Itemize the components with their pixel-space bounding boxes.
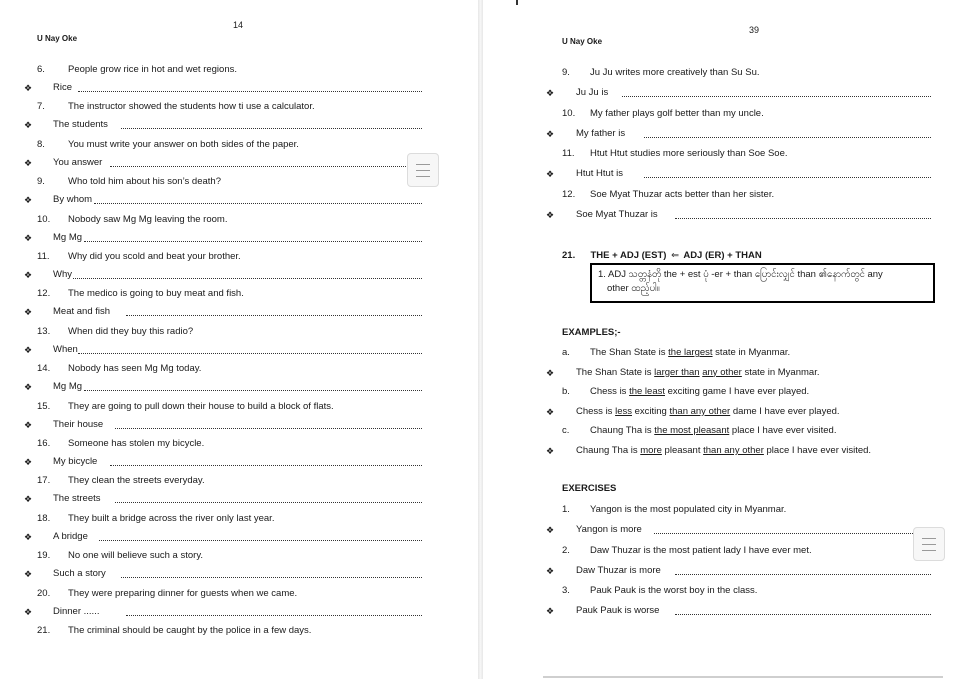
answer-line: [675, 614, 931, 615]
exercise-prompt: Pauk Pauk is worse: [576, 605, 660, 617]
bullet-icon: ❖: [24, 158, 33, 168]
exercise-number: 1.: [562, 504, 570, 515]
bullet-icon: ❖: [546, 606, 555, 617]
answer-line: [121, 128, 422, 129]
page-number-right: 39: [749, 25, 760, 35]
item-number: 7.: [37, 101, 45, 112]
example-label: a.: [562, 347, 570, 358]
item-number: 9.: [37, 176, 45, 187]
double-arrow-icon: ⇐: [671, 250, 680, 261]
right-page: [483, 0, 960, 679]
item-sentence: Ju Ju writes more creatively than Su Su.: [590, 67, 760, 78]
answer-line: [110, 465, 422, 466]
example-text: exciting game I have ever played.: [665, 386, 810, 398]
item-prompt: Rice: [53, 82, 73, 93]
item-number: 10.: [37, 214, 51, 225]
example-text: The Shan State is: [590, 347, 669, 358]
bullet-icon: ❖: [24, 120, 33, 130]
page-number-left: 14: [233, 20, 244, 30]
example-text: Chess is: [576, 405, 616, 417]
example-text: Chaung Tha is: [576, 445, 641, 456]
item-sentence: No one will believe such a story.: [68, 550, 203, 561]
item-sentence: The instructor showed the students how ti use a calculator.: [68, 101, 315, 112]
item-prompt: Soe Myat Thuzar is: [576, 208, 658, 220]
item-prompt: Htut Htut is: [576, 168, 623, 179]
item-prompt: Such a story: [53, 568, 106, 579]
item-sentence: Soe Myat Thuzar acts better than her sister.: [590, 188, 775, 200]
item-sentence: They were preparing dinner for guests when we came.: [68, 588, 298, 599]
section-heading: [562, 250, 762, 261]
bullet-icon: ❖: [24, 345, 33, 355]
bullet-icon: ❖: [546, 169, 555, 179]
bullet-icon: ❖: [24, 83, 33, 93]
bullet-icon: ❖: [24, 569, 33, 579]
exercise-number: 2.: [562, 544, 570, 556]
example-sentence: [590, 347, 790, 359]
item-sentence: When did they buy this radio?: [68, 326, 194, 337]
examples-heading: EXAMPLES;-: [562, 327, 621, 338]
item-prompt: Mg Mg: [53, 381, 83, 392]
example-text: place I have ever visited.: [729, 425, 837, 437]
item-prompt: Why: [53, 269, 72, 280]
author-left: U Nay Oke: [37, 34, 78, 43]
item-prompt: My bicycle: [53, 456, 98, 467]
example-text: exciting: [631, 405, 670, 417]
example-text: Chess is: [590, 386, 630, 398]
example-text: place I have ever visited.: [763, 445, 872, 456]
exercise-number: 3.: [562, 585, 570, 597]
item-sentence: Someone has stolen my bicycle.: [68, 438, 205, 449]
answer-line: [84, 390, 423, 391]
author-right: U Nay Oke: [562, 37, 603, 46]
answer-line: [644, 177, 931, 178]
item-prompt: Their house: [53, 419, 104, 430]
rule-note-line-1: 1. ADJ သတ္တနံတို the + est ပုံ -er + than ပြောင်းလျှင် than ၏နောက်တွင် any: [598, 269, 883, 280]
bullet-icon: ❖: [546, 88, 555, 98]
section-number: 21.: [562, 250, 576, 261]
bullet-icon: ❖: [546, 209, 555, 220]
item-sentence: Who told him about his son’s death?: [68, 176, 221, 187]
item-sentence: The criminal should be caught by the police in a few days.: [68, 625, 312, 636]
example-underlined: the least: [629, 386, 665, 398]
item-sentence: My father plays golf better than my uncle.: [590, 107, 764, 119]
example-sentence: [576, 406, 840, 418]
example-underlined: the largest: [668, 347, 713, 358]
example-sentence: [576, 367, 819, 379]
example-underlined: than any other: [669, 405, 731, 417]
answer-line: [644, 137, 931, 138]
answer-line: [121, 577, 422, 578]
bullet-icon: ❖: [24, 457, 33, 467]
bullet-icon: ❖: [24, 270, 33, 280]
item-sentence: Htut Htut studies more seriously than Soe Soe.: [590, 148, 788, 159]
item-prompt: A bridge: [53, 531, 88, 542]
item-number: 13.: [37, 326, 51, 337]
item-prompt: Mg Mg: [53, 232, 83, 243]
item-prompt: Meat and fish: [53, 306, 111, 317]
item-prompt: The students: [53, 119, 108, 130]
item-prompt: When: [53, 344, 78, 355]
item-number: 15.: [37, 401, 51, 412]
bullet-icon: ❖: [24, 420, 33, 430]
item-prompt: The streets: [53, 493, 101, 504]
example-label: c.: [562, 425, 570, 437]
example-text: dame I have ever played.: [730, 405, 840, 417]
item-number: 12.: [562, 188, 576, 200]
item-number: 20.: [37, 588, 51, 599]
example-text: state in Myanmar.: [712, 347, 791, 358]
item-sentence: They built a bridge across the river only last year.: [68, 513, 275, 524]
exercise-sentence: Yangon is the most populated city in Myanmar.: [590, 504, 787, 515]
example-text: The Shan State is: [576, 366, 655, 378]
example-underlined: than any other: [703, 445, 764, 456]
exercise-prompt: Yangon is more: [576, 524, 642, 535]
item-number: 17.: [37, 475, 51, 486]
item-number: 12.: [37, 288, 51, 299]
section-title-right: ADJ (ER) + THAN: [683, 250, 762, 261]
drag-handle-icon[interactable]: [407, 153, 439, 187]
item-sentence: You must write your answer on both sides of the paper.: [68, 139, 299, 150]
bullet-icon: ❖: [24, 532, 33, 542]
item-number: 16.: [37, 438, 51, 449]
bullet-icon: ❖: [546, 128, 555, 139]
item-number: 11.: [37, 251, 50, 262]
bullet-icon: ❖: [24, 382, 33, 392]
top-mark: [516, 0, 518, 5]
item-sentence: People grow rice in hot and wet regions.: [68, 64, 237, 75]
answer-line: [115, 428, 422, 429]
example-text: Chaung Tha is: [590, 425, 655, 437]
example-underlined: less: [615, 405, 632, 417]
item-number: 18.: [37, 513, 51, 524]
example-sentence: [590, 386, 809, 398]
example-sentence: [576, 445, 871, 457]
bullet-icon: ❖: [24, 233, 33, 243]
exercise-sentence: Daw Thuzar is the most patient lady I have ever met.: [590, 544, 812, 556]
example-text: state in Myanmar.: [741, 366, 820, 378]
item-prompt: Ju Ju is: [576, 87, 609, 98]
example-text: pleasant: [661, 445, 704, 456]
answer-line: [110, 166, 422, 167]
answer-line: [84, 241, 423, 242]
item-prompt: Dinner ......: [53, 606, 100, 617]
bullet-icon: ❖: [546, 565, 555, 576]
item-sentence: They clean the streets everyday.: [68, 475, 205, 486]
example-underlined: the most pleasant: [654, 425, 730, 437]
answer-line: [73, 278, 422, 279]
item-number: 14.: [37, 363, 51, 374]
item-number: 10.: [562, 107, 576, 119]
answer-line: [78, 91, 422, 92]
exercises-heading: EXERCISES: [562, 483, 617, 494]
item-prompt: My father is: [576, 127, 626, 139]
bullet-icon: ❖: [24, 494, 33, 504]
rule-note-line-2: other ထည့်ပါ။: [607, 283, 660, 294]
item-number: 6.: [37, 64, 45, 75]
example-label: b.: [562, 386, 570, 398]
example-sentence: [590, 425, 836, 437]
item-sentence: Nobody saw Mg Mg leaving the room.: [68, 214, 228, 225]
item-number: 9.: [562, 67, 570, 78]
item-number: 8.: [37, 139, 45, 150]
section-title-left: THE + ADJ (EST): [590, 250, 667, 261]
item-sentence: The medico is going to buy meat and fish.: [68, 288, 244, 299]
answer-line: [675, 574, 931, 575]
bottom-rule: [543, 676, 943, 678]
bullet-icon: ❖: [24, 195, 33, 205]
bullet-icon: ❖: [546, 525, 555, 535]
item-sentence: Nobody has seen Mg Mg today.: [68, 363, 202, 374]
bullet-icon: ❖: [24, 607, 33, 617]
answer-line: [115, 502, 422, 503]
example-underlined: any other: [702, 366, 742, 378]
rule-note-box: [590, 263, 935, 303]
answer-line: [654, 533, 931, 534]
example-underlined: more: [640, 445, 662, 456]
exercise-sentence: Pauk Pauk is the worst boy in the class.: [590, 585, 758, 597]
item-prompt: You answer: [53, 157, 103, 168]
item-prompt: By whom: [53, 194, 93, 205]
left-page: [0, 0, 478, 679]
item-sentence: They are going to pull down their house to build a block of flats.: [68, 401, 334, 412]
drag-handle-icon[interactable]: [913, 527, 945, 561]
answer-line: [126, 615, 422, 616]
answer-line: [675, 218, 931, 219]
bullet-icon: ❖: [546, 446, 555, 456]
bullet-icon: ❖: [24, 307, 33, 317]
answer-line: [126, 315, 422, 316]
example-underlined: larger than: [654, 366, 700, 378]
exercise-prompt: Daw Thuzar is more: [576, 564, 661, 576]
item-number: 21.: [37, 625, 51, 636]
item-number: 11.: [562, 148, 575, 159]
answer-line: [99, 540, 422, 541]
item-number: 19.: [37, 550, 51, 561]
bullet-icon: ❖: [546, 406, 555, 417]
answer-line: [622, 96, 931, 97]
answer-line: [94, 203, 422, 204]
answer-line: [78, 353, 422, 354]
bullet-icon: ❖: [546, 367, 555, 378]
item-sentence: Why did you scold and beat your brother.: [68, 251, 241, 262]
